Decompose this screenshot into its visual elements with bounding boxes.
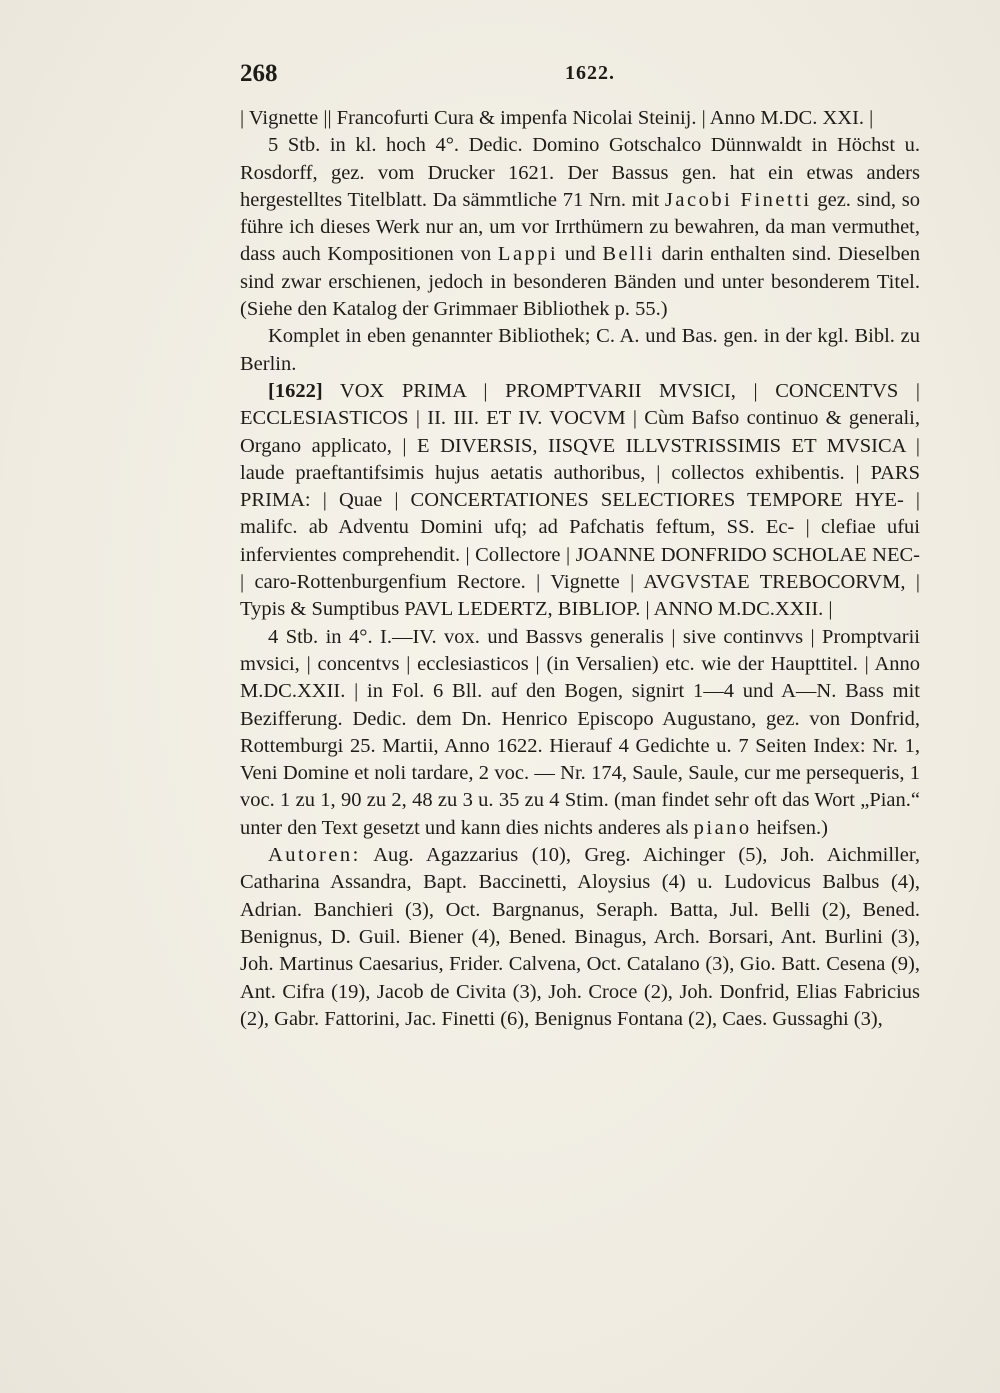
authors-list: Aug. Agazzarius (10), Greg. Aichinger (5), Joh. Aichmiller, Catharina Assandra, Bapt. Baccinetti, Aloysius (4) u. Ludovicus Balbus (4), Adrian. Banchieri (3), Oct. Bargnanus, Seraph. Batta, Jul. Belli (2), Bened. Benignus, D. Guil. Biener (4), Bened. Binagus, Arch. Borsari, Ant. Burlini (3), Joh. Martinus Caesarius, Frider. Calvena, Oct. Catalano (3), Gio. Batt. Cesena (9), Ant. Cifra (19), Jacob de Civita (3), Joh. Croce (2), Joh. Donfrid, Elias Fabricius (2), Gabr. Fattorini, Jac. Finetti (6), Benignus Fontana (2), Caes. Gussaghi (3), [240,844,920,1030]
spaced-word-piano: piano [693,816,752,839]
paragraph-description-1622 [240,624,920,842]
entry-year: [1622] [268,379,323,402]
text-segment: 5 Stb. in kl. hoch 4°. Dedic. Domino Gotschalco Dünnwaldt in Höchst u. Rosdorff, gez. vom Drucker 1621. Der Bassus gen. hat ein etwas anders hergestelltes Titelblatt. Da sämmtliche 71 Nrn. mit [240,134,920,211]
spaced-name-lappi: Lappi [497,243,559,266]
page-body [240,105,920,1033]
holdings-text: Komplet in eben genannter Bibliothek; C. A. und Bas. gen. in der kgl. Bibl. zu Berlin. [240,325,920,375]
paragraph-description-1621 [240,132,920,323]
text-segment: darin enthalten sind. Dieselben sind zwar erschienen, jedoch in besonderen Bänden und unter besonderem Titel. (Siehe den Katalog der Grimmaer Bibliothek p. 55.) [240,243,921,321]
text-segment: heifsen.) [751,816,828,839]
spaced-name-belli: Belli [602,243,655,266]
title-continuation-text: | Vignette || Francofurti Cura & impenfa Nicolai Steinij. | Anno M.DC. XXI. | [240,107,874,129]
authors-label: Autoren: [268,844,361,867]
paragraph-holdings [240,323,920,378]
page-header [240,60,920,90]
entry-title-text: VOX PRIMA | PROMPTVARII MVSICI, | CONCENTVS | ECCLESIASTICOS | II. III. ET IV. VOCVM | Cùm Bafso continuo & generali, Organo applicato, | E DIVERSIS, IISQVE ILLVSTRISSIMIS ET MVSICA | laude praeftantifsimis hujus aetatis authoribus, | collectos exhibentis. | PARS PRIMA: | Quae | CONCERTATIONES SELECTIORES TEMPORE HYE- | malifc. ab Adventu Domini ufq; ad Pafchatis feftum, SS. Ec- | clefiae ufui infervientes comprehendit. | Collectore | JOANNE DONFRIDO SCHOLAE NEC- | caro-Rottenburgenfium Rectore. | Vignette | AVGVSTAE TREBOCORVM, | Typis & Sumptibus PAVL LEDERTZ, BIBLIOP. | ANNO M.DC.XXII. | [240,379,920,621]
page-number: 268 [240,60,278,87]
text-segment: und [558,243,603,266]
text-segment: gez. sind, so führe ich dieses Werk nur an, um vor Irrthümern zu bewahren, da man vermuthet, dass auch Kompositionen von [240,188,921,266]
spaced-name-finetti: Jacobi Finetti [664,188,812,211]
paragraph-title-continuation [240,105,920,132]
paragraph-entry-1622 [240,378,920,624]
paragraph-authors [240,842,920,1033]
text-segment: 4 Stb. in 4°. I.—IV. vox. und Bassvs generalis | sive continvvs | Promptvarii mvsici, | concentvs | ecclesiasticos | (in Versalien) etc. wie der Haupttitel. | Anno M.DC.XXII. | in Fol. 6 Bll. auf den Bogen, signirt 1—4 und A—N. Bass mit Bezifferung. Dedic. dem Dn. Henrico Episcopo Augustano, gez. von Donfrid, Rottemburgi 25. Martii, Anno 1622. Hierauf 4 Gedichte u. 7 Seiten Index: Nr. 1, Veni Domine et noli tardare, 2 voc. — Nr. 174, Saule, Saule, cur me persequeris, 1 voc. 1 zu 1, 90 zu 2, 48 zu 3 u. 35 zu 4 Stim. (man findet sehr oft das Wort „Pian.“ unter den Text gesetzt und kann dies nichts anderes als [240,625,920,839]
running-head: 1622. [565,62,615,84]
